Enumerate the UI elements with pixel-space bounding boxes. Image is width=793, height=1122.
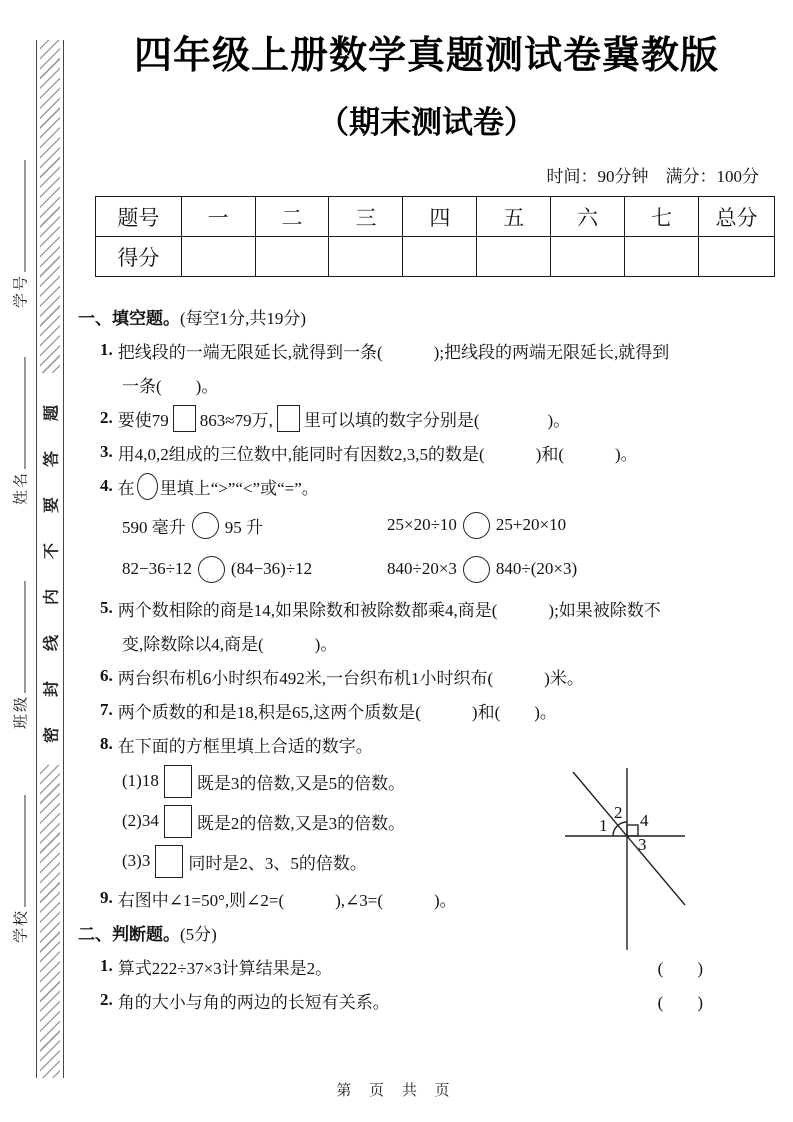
question-number: 1. [100,956,113,975]
page-title: 四年级上册数学真题测试卷冀教版 [133,35,719,77]
comparison-expression [122,556,387,583]
angle-3-label: 3 [638,835,647,854]
question-number: 3. [100,442,113,461]
score-row-label: 得分 [96,237,182,277]
section-points: (每空1分,共19分) [180,308,307,328]
question-line [78,333,775,367]
compare-circle [198,556,225,583]
seal-text: 密封线内不要答题 [43,374,61,744]
question-number: 7. [100,700,113,719]
angle-2-label: 2 [614,803,623,822]
question-number: (3) [122,851,142,870]
question-text: 25+20×10 [495,515,567,534]
question-text: 840÷20×3 [387,559,457,578]
hatch-pattern [40,40,60,373]
question-line [78,659,775,693]
score-cell-empty [625,237,699,277]
score-table-header-cell: 七 [625,197,699,237]
comparison-expression [387,512,566,539]
class-line [11,581,26,693]
question-text: 在 [117,478,135,498]
section-title: 一、填空题。 [78,308,180,328]
student-name-field [10,357,31,505]
question-line [78,469,775,503]
question-text: 18 [141,771,159,790]
page-footer: 第 页 共 页 [336,1083,457,1099]
score-cell-empty [403,237,477,277]
page-subtitle: （期末测试卷） [318,105,535,140]
school-label: 学校 [13,908,30,944]
question-text: 里填上“>”“<”或“=”。 [159,478,319,498]
compare-circle [137,473,158,500]
question-line [78,367,775,401]
angle-diagram [552,752,702,962]
question-text: 右图中∠1=50°,则∠2=( ),∠3=( )。 [117,890,457,910]
question-text: 两台织布机6小时织布492米,一台织布机1小时织布( )米。 [117,668,584,688]
fill-box [155,845,183,878]
question-text: 863≈79万, [199,410,273,430]
question-text: 两个质数的和是18,积是65,这两个质数是( )和( )。 [117,702,557,722]
student-name-line [11,357,26,469]
class-label: 班级 [13,694,30,730]
score-cell-empty [699,237,775,277]
score-table-header-cell: 一 [181,197,255,237]
time-score-info: 时间：90分钟 满分：100分 [546,167,759,186]
question-line [78,503,775,547]
score-cell-empty [329,237,403,277]
question-line [78,435,775,469]
student-name-label: 姓名 [13,470,30,506]
question-number: 4. [100,476,113,495]
question-number: 9. [100,888,113,907]
question-line [78,625,775,659]
question-text: (84−36)÷12 [230,559,313,578]
question-text: 既是2的倍数,又是3的倍数。 [196,813,406,833]
compare-circle [463,512,490,539]
question-text: 590 毫升 [122,517,186,537]
fill-box [164,805,192,838]
question-line [78,983,775,1017]
student-id-field [10,160,31,308]
question-text: 95 升 [224,517,263,537]
question-text: 既是3的倍数,又是5的倍数。 [196,773,406,793]
hatch-pattern [40,765,60,1078]
score-cell-empty [551,237,625,277]
question-line [78,547,775,591]
question-text: 一条( )。 [122,376,219,396]
comparison-expression [122,512,387,539]
score-table-header-cell: 总分 [699,197,775,237]
score-table-header-cell: 二 [255,197,329,237]
question-text: 同时是2、3、5的倍数。 [188,853,367,873]
question-number: 5. [100,598,113,617]
school-field [10,795,31,943]
question-line [78,693,775,727]
compare-circle [192,512,219,539]
judge-answer-brackets: ( ) [657,992,703,1012]
question-text: 用4,0,2组成的三位数中,能同时有因数2,3,5的数是( )和( )。 [117,444,638,464]
score-table-header-cell: 三 [329,197,403,237]
question-text: 25×20÷10 [387,515,457,534]
question-line [78,401,775,435]
question-number: 8. [100,734,113,753]
school-line [11,795,26,907]
question-text: 算式222÷37×3计算结果是2。 [117,958,333,978]
question-text: 34 [141,811,159,830]
seal-band [36,40,64,1078]
right-angle-mark [627,825,638,836]
judge-answer-brackets: ( ) [657,958,703,978]
score-table-header-cell: 五 [477,197,551,237]
section-title: 二、判断题。 [78,924,180,944]
question-text: 3 [141,851,151,870]
score-cell-empty [181,237,255,277]
question-text: 角的大小与角的两边的长短有关系。 [117,992,390,1012]
score-cell-empty [477,237,551,277]
section-points: (5分) [180,924,217,944]
question-text: 两个数相除的商是14,如果除数和被除数都乘4,商是( );如果被除数不 [117,600,661,620]
score-table [95,196,775,277]
score-table-header-cell: 题号 [96,197,182,237]
fill-box [173,405,196,432]
question-number: (2) [122,811,142,830]
question-text: 840÷(20×3) [495,559,578,578]
comparison-expression [387,556,577,583]
question-text: 要使79 [117,410,169,430]
question-number: 1. [100,340,113,359]
question-text: 在下面的方框里填上合适的数字。 [117,736,373,756]
student-id-label: 学号 [13,273,30,309]
section-heading [78,299,775,333]
score-cell-empty [255,237,329,277]
question-text: 把线段的一端无限延长,就得到一条( );把线段的两端无限延长,就得到 [117,342,670,362]
score-table-header-cell: 六 [551,197,625,237]
question-text: 里可以填的数字分别是( )。 [303,410,571,430]
fill-box [164,765,192,798]
score-table-header-cell: 四 [403,197,477,237]
question-line [78,591,775,625]
question-number: 2. [100,408,113,427]
question-text: 变,除数除以4,商是( )。 [122,634,338,654]
angle-4-label: 4 [640,811,649,830]
question-number: 6. [100,666,113,685]
student-id-line [11,160,26,272]
diagonal-line [573,772,685,905]
question-number: 2. [100,990,113,1009]
question-text: 82−36÷12 [122,559,192,578]
compare-circle [463,556,490,583]
class-field [10,581,31,729]
fill-box [277,405,300,432]
angle-1-label: 1 [599,816,608,835]
question-number: (1) [122,771,142,790]
